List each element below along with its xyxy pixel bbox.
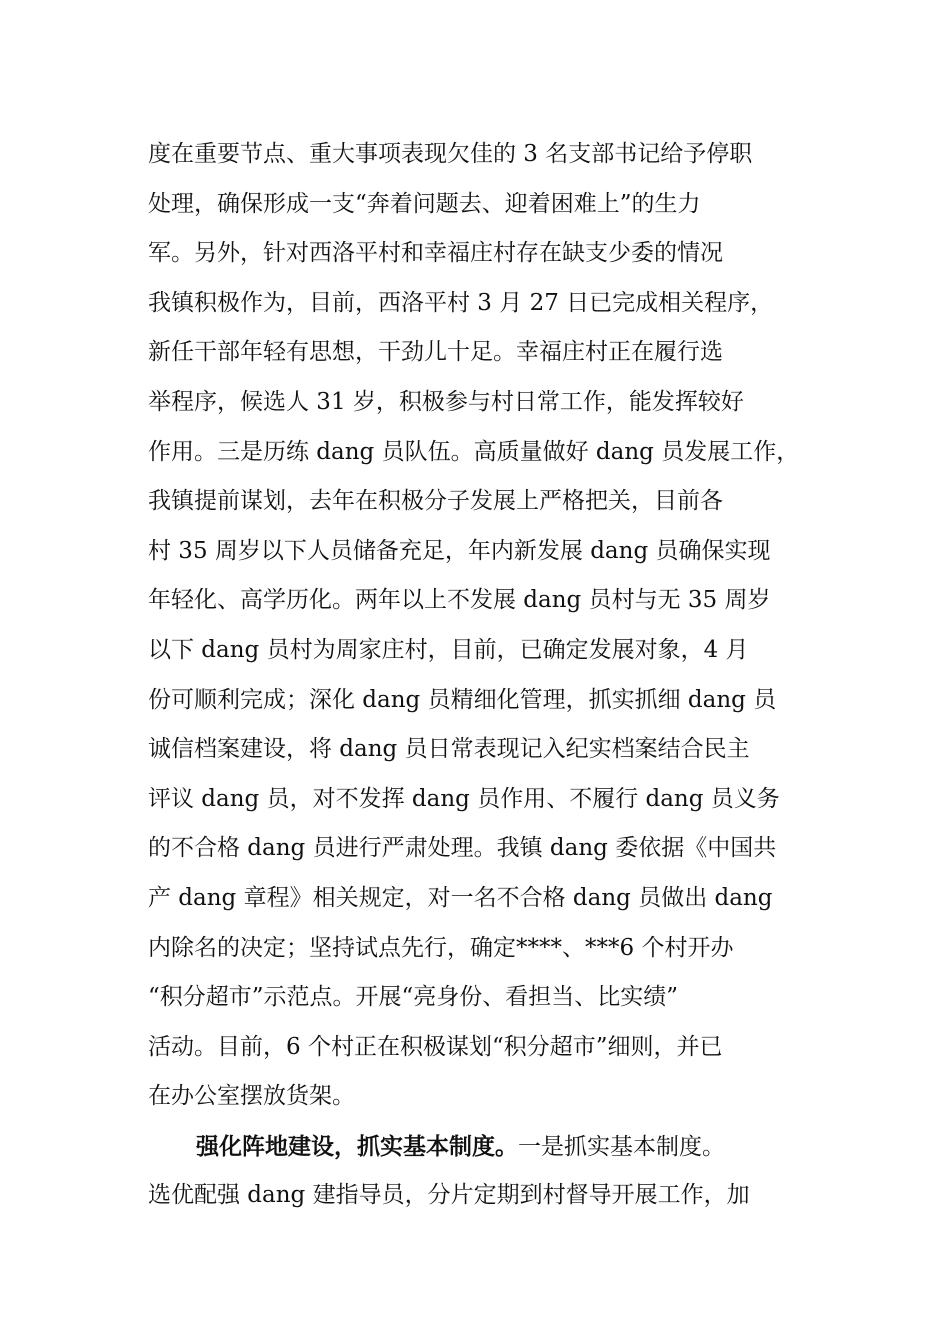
text-line: 的不合格 dang 员进行严肃处理。我镇 dang 委依据《中国共: [148, 835, 777, 862]
text-line: 度在重要节点、重大事项表现欠佳的 3 名支部书记给予停职: [148, 141, 753, 167]
text-line: 举程序，候选人 31 岁，积极参与村日常工作，能发挥较好: [148, 388, 744, 415]
text-line: 村 35 周岁以下人员储备充足，年内新发展 dang 员确保实现: [148, 537, 771, 564]
text-line: 我镇积极作为，目前，西洛平村 3 月 27 日已完成相关程序，: [148, 289, 774, 316]
text-line: 在办公室摆放货架。: [148, 1083, 355, 1110]
section-lead: 一是抓实基本制度。: [518, 1133, 725, 1160]
text-line: “积分超市”示范点。开展“亮身份、看担当、比实绩”: [148, 984, 679, 1011]
document-body: [148, 130, 828, 1221]
section-first-line: [148, 1122, 828, 1172]
text-line: 我镇提前谋划，去年在积极分子发展上严格把关，目前各: [148, 488, 723, 515]
text-line: 活动。目前，6 个村正在积极谋划“积分超市”细则，并已: [148, 1033, 723, 1060]
text-line: 诚信档案建设，将 dang 员日常表现记入纪实档案结合民主: [148, 736, 750, 763]
text-line: 评议 dang 员，对不发挥 dang 员作用、不履行 dang 员义务: [148, 785, 780, 812]
text-line: 份可顺利完成；深化 dang 员精细化管理，抓实抓细 dang 员: [148, 686, 777, 713]
text-line: 选优配强 dang 建指导员，分片定期到村督导开展工作，加: [148, 1182, 750, 1209]
text-line: 年轻化、高学历化。两年以上不发展 dang 员村与无 35 周岁: [148, 587, 771, 614]
text-line: 以下 dang 员村为周家庄村，目前，已确定发展对象，4 月: [148, 636, 749, 663]
text-line: 处理，确保形成一支“奔着问题去、迎着困难上”的生力: [148, 190, 701, 217]
text-line: 产 dang 章程》相关规定，对一名不合格 dang 员做出 dang: [148, 884, 773, 911]
text-line: 作用。三是历练 dang 员队伍。高质量做好 dang 员发展工作，: [148, 438, 800, 465]
text-line: 内除名的决定；坚持试点先行，确定****、***6 个村开办: [148, 934, 734, 961]
text-line: 军。另外，针对西洛平村和幸福庄村存在缺支少委的情况: [148, 240, 723, 267]
text-line: 新任干部年轻有思想，干劲儿十足。幸福庄村正在履行选: [148, 339, 723, 366]
section-heading: 强化阵地建设，抓实基本制度。: [196, 1132, 518, 1160]
